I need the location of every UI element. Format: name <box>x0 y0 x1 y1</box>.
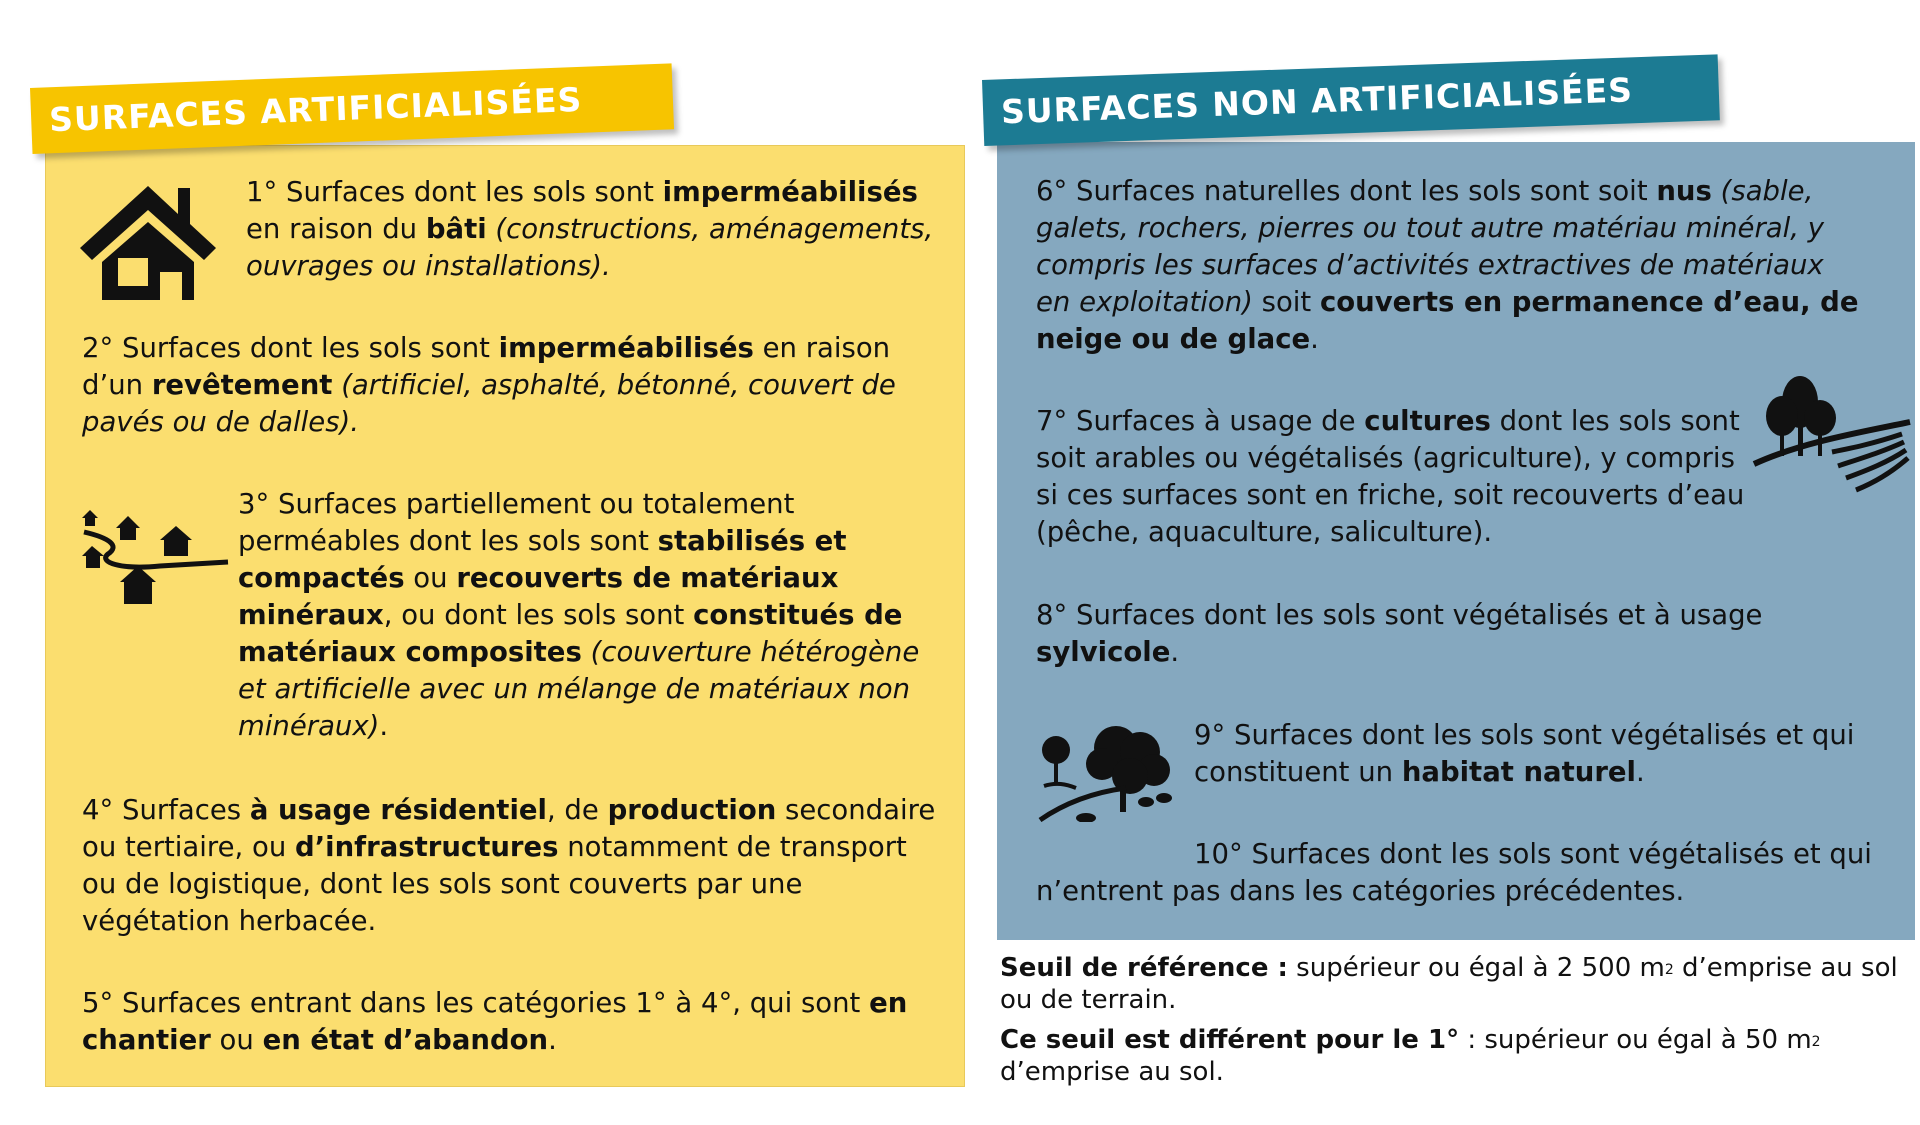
item-3: 3° Surfaces partiellement ou totalement perméables dont les sols sont stabilisés et compactés ou recouverts de matériaux minéraux, ou dont les sols sont constitués de matériaux composites (couverture hétérogène et artificielle avec un mélange de matériaux non minéraux). <box>238 488 920 742</box>
item-10: 10° Surfaces dont les sols sont végétalisés et qui n’entrent pas dans les catégories précédentes. <box>1036 838 1872 907</box>
threshold-note <box>1000 952 1910 1096</box>
item-6: 6° Surfaces naturelles dont les sols sont soit nus (sable, galets, rochers, pierres ou tout autre matériau minéral, y compris les surfaces d’activités extractives de matériaux en exploitation) soit couverts en permanence d’eau, de neige ou de glace. <box>1036 175 1859 355</box>
threshold-exception: Ce seuil est différent pour le 1° : supérieur ou égal à 50 $m^2$ d’emprise au sol. <box>1000 1025 1821 1087</box>
item-8: 8° Surfaces dont les sols sont végétalisés et à usage sylvicole. <box>1036 599 1763 668</box>
forest-habitat-icon <box>1036 722 1186 822</box>
threshold-reference: Seuil de référence : supérieur ou égal à 2 500 $m^2$ d’emprise au sol ou de terrain. <box>1000 953 1898 1015</box>
item-1: 1° Surfaces dont les sols sont imperméabilisés en raison du bâti (constructions, aménagements, ouvrages ou installations). <box>246 176 934 282</box>
item-7: 7° Surfaces à usage de cultures dont les sols sont soit arables ou végétalisés (agriculture), y compris si ces surfaces sont en friche, soit recouverts d’eau (pêche, aquaculture, saliculture). <box>1036 405 1745 548</box>
non-artificialized-banner: SURFACES NON ARTIFICIALISÉES <box>982 54 1720 146</box>
farmland-icon <box>1752 372 1912 502</box>
item-5: 5° Surfaces entrant dans les catégories 1° à 4°, qui sont en chantier ou en état d’abandon. <box>82 987 908 1056</box>
item-4: 4° Surfaces à usage résidentiel, de production secondaire ou tertiaire, ou d’infrastructures notamment de transport ou de logistique, dont les sols sont couverts par une végétation herbacée. <box>82 794 936 937</box>
house-icon <box>78 180 218 302</box>
artificialized-banner: SURFACES ARTIFICIALISÉES <box>30 63 674 154</box>
item-2: 2° Surfaces dont les sols sont imperméabilisés en raison d’un revêtement (artificiel, asphalté, bétonné, couvert de pavés ou de dalles). <box>82 332 896 438</box>
village-icon <box>80 510 230 610</box>
item-9: 9° Surfaces dont les sols sont végétalisés et qui constituent un habitat naturel. <box>1194 719 1855 788</box>
